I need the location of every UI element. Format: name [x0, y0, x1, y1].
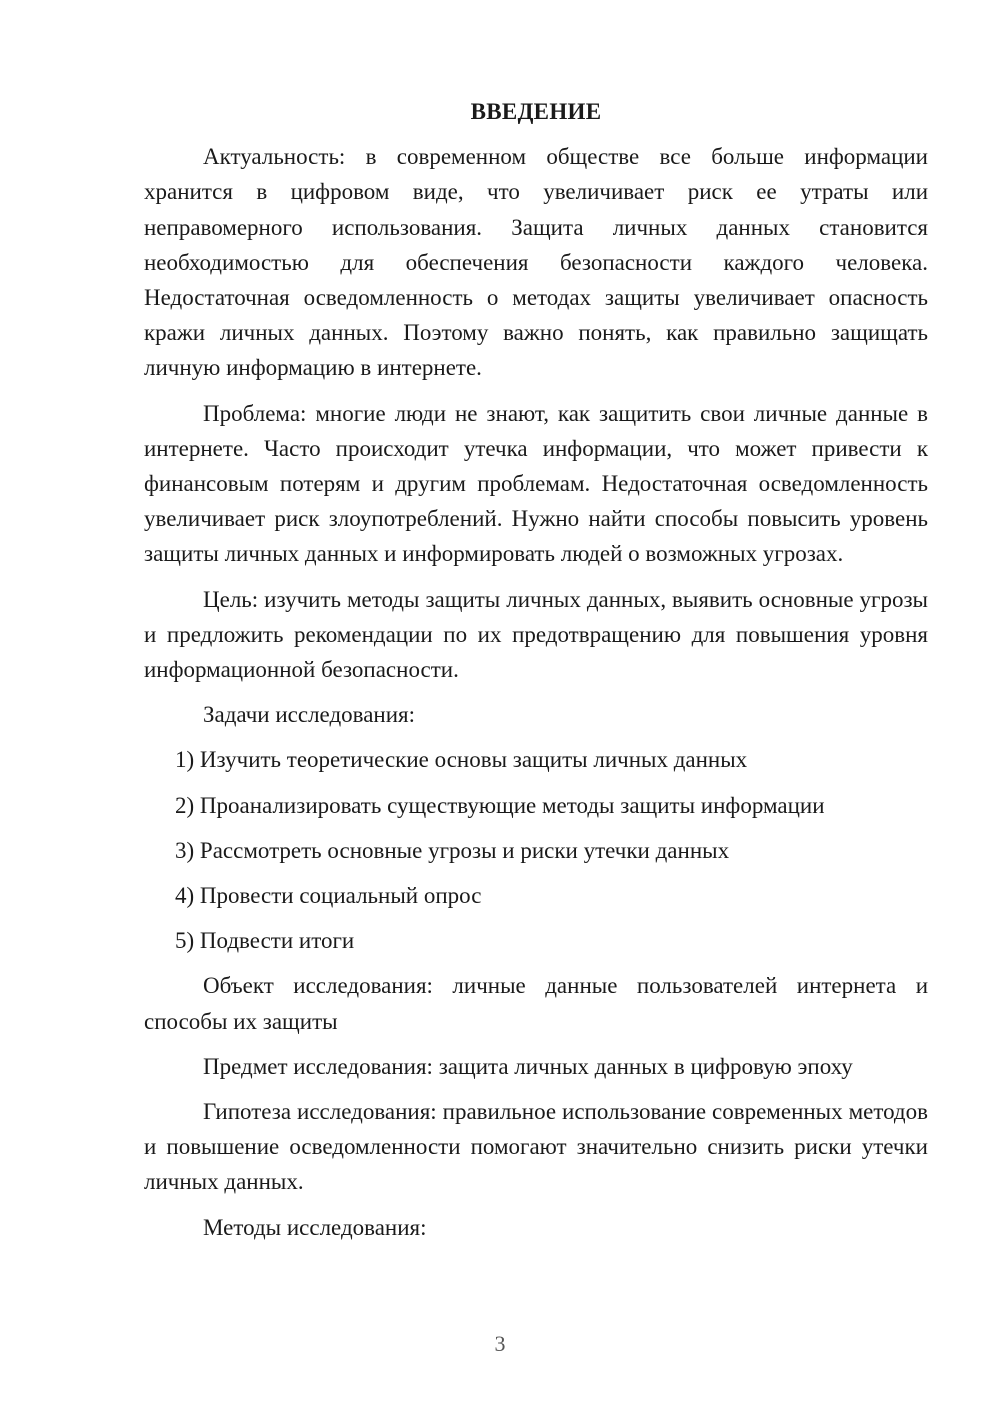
tasks-heading: Задачи исследования:: [203, 702, 416, 728]
paragraph-relevance: Актуальность: в современном обществе все больше информации хранится в цифровом виде, что увеличивает риск ее утраты или неправомерного использования. Защита личных данных становится необходимостью для обеспечения безопасности каждого человека. Недостаточная осведомленность о методах защиты увеличивает опасность кражи личных данных. Поэтому важно понять, как правильно защищать личную информацию в интернете.: [144, 144, 928, 381]
list-item: 5) Подвести итоги: [175, 928, 355, 954]
list-item: 1) Изучить теоретические основы защиты личных данных: [175, 747, 748, 773]
paragraph-subject: Предмет исследования: защита личных данных в цифровую эпоху: [203, 1053, 853, 1079]
paragraph-object: Объект исследования: личные данные пользователей интернета и способы их защиты: [144, 973, 928, 1034]
paragraph-problem: Проблема: многие люди не знают, как защитить свои личные данные в интернете. Часто происходит утечка информации, что может привести к финансовым потерям и другим проблемам. Недостаточная осведомленность увеличивает риск злоупотреблений. Нужно найти способы повысить уровень защиты личных данных и информировать людей о возможных угрозах.: [144, 400, 928, 567]
list-item: 2) Проанализировать существующие методы защиты информации: [175, 792, 825, 818]
document-page: [144, 94, 928, 1255]
list-item: 3) Рассмотреть основные угрозы и риски утечки данных: [175, 837, 730, 863]
tasks-list: [144, 742, 928, 958]
paragraph-hypothesis: Гипотеза исследования: правильное использование современных методов и повышение осведомленности помогают значительно снизить риски утечки личных данных.: [144, 1099, 928, 1195]
methods-heading: Методы исследования:: [203, 1214, 427, 1240]
page-title: ВВЕДЕНИЕ: [470, 99, 602, 124]
page-number: 3: [494, 1331, 506, 1356]
paragraph-goal: Цель: изучить методы защиты личных данных, выявить основные угрозы и предложить рекомендации по их предотвращению для повышения уровня информационной безопасности.: [144, 586, 928, 683]
list-item: 4) Провести социальный опрос: [175, 883, 482, 909]
